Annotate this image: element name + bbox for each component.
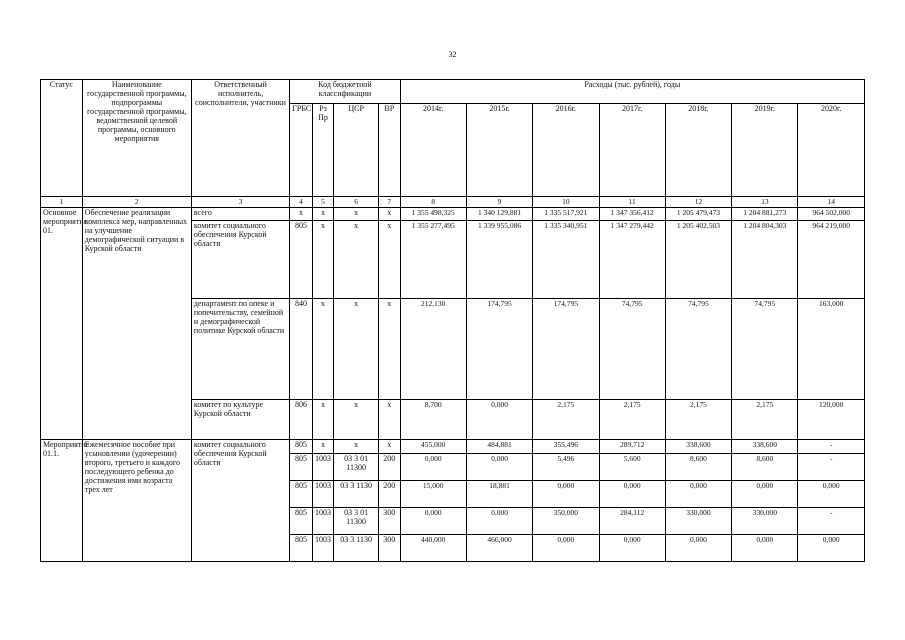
- header-budget-code: Код бюджетной классификации: [290, 80, 400, 104]
- value-cell: -: [798, 508, 865, 535]
- value-cell: 1 340 129,881: [466, 208, 532, 221]
- responsible-cell: комитет по культуре Курской области: [191, 400, 289, 440]
- value-cell: 1 335 340,951: [533, 221, 599, 299]
- value-cell: 0,000: [533, 535, 599, 562]
- header-year: 2014г.: [400, 104, 466, 197]
- rzpr-cell: х: [312, 221, 333, 299]
- value-cell: 0,000: [466, 400, 532, 440]
- value-cell: 484,881: [466, 440, 532, 454]
- column-number: 3: [191, 197, 289, 208]
- page-number: 32: [448, 50, 457, 59]
- column-number-row: [41, 197, 865, 208]
- grbs-cell: 806: [290, 400, 312, 440]
- rzpr-cell: 1003: [312, 481, 333, 508]
- value-cell: 350,000: [533, 508, 599, 535]
- value-cell: 0,000: [400, 454, 466, 481]
- value-cell: 1 205 402,503: [665, 221, 731, 299]
- vr-cell: 300: [379, 508, 400, 535]
- value-cell: 964 502,000: [798, 208, 865, 221]
- value-cell: 0,000: [665, 481, 731, 508]
- header-csr: ЦСР: [334, 104, 379, 197]
- responsible-cell: департамент по опеке и попечительству, семейной и демографической политике Курской области: [191, 299, 289, 400]
- column-number: 5: [312, 197, 333, 208]
- column-number: 8: [400, 197, 466, 208]
- value-cell: 2,175: [665, 400, 731, 440]
- value-cell: 338,600: [665, 440, 731, 454]
- value-cell: 1 347 356,412: [599, 208, 665, 221]
- csr-cell: х: [334, 400, 379, 440]
- value-cell: 466,000: [466, 535, 532, 562]
- grbs-cell: 805: [290, 508, 312, 535]
- value-cell: 330,000: [665, 508, 731, 535]
- column-number: 11: [599, 197, 665, 208]
- value-cell: -: [798, 440, 865, 454]
- header-status: Статус: [41, 80, 83, 197]
- value-cell: 174,795: [466, 299, 532, 400]
- responsible-cell: комитет социального обеспечения Курской области: [191, 221, 289, 299]
- value-cell: 964 219,000: [798, 221, 865, 299]
- value-cell: 2,175: [732, 400, 798, 440]
- value-cell: 0,000: [400, 508, 466, 535]
- rzpr-cell: 1003: [312, 535, 333, 562]
- table-row: [41, 440, 865, 454]
- value-cell: 5,496: [533, 454, 599, 481]
- value-cell: 455,000: [400, 440, 466, 454]
- grbs-cell: 805: [290, 535, 312, 562]
- header-year: 2019г.: [732, 104, 798, 197]
- responsible-cell: комитет социального обеспечения Курской области: [191, 440, 289, 562]
- value-cell: 2,175: [533, 400, 599, 440]
- budget-table: [40, 79, 865, 562]
- value-cell: 0,000: [798, 481, 865, 508]
- header-responsible: Ответственный исполнитель, соисполнители, участники: [191, 80, 289, 197]
- vr-cell: х: [379, 299, 400, 400]
- csr-cell: х: [334, 440, 379, 454]
- value-cell: 0,000: [599, 535, 665, 562]
- value-cell: 212,130: [400, 299, 466, 400]
- grbs-cell: 840: [290, 299, 312, 400]
- csr-cell: 03 3 1130: [334, 535, 379, 562]
- grbs-cell: 805: [290, 481, 312, 508]
- value-cell: 0,000: [798, 535, 865, 562]
- value-cell: 0,000: [732, 481, 798, 508]
- value-cell: 330,000: [732, 508, 798, 535]
- csr-cell: 03 3 01 11300: [334, 508, 379, 535]
- value-cell: 74,795: [732, 299, 798, 400]
- value-cell: 0,000: [533, 481, 599, 508]
- grbs-cell: 805: [290, 454, 312, 481]
- column-number: 13: [732, 197, 798, 208]
- value-cell: 440,000: [400, 535, 466, 562]
- header-year: 2016г.: [533, 104, 599, 197]
- vr-cell: х: [379, 440, 400, 454]
- value-cell: 0,000: [599, 481, 665, 508]
- grbs-cell: х: [290, 208, 312, 221]
- rzpr-cell: 1003: [312, 454, 333, 481]
- value-cell: 0,000: [466, 508, 532, 535]
- value-cell: 355,496: [533, 440, 599, 454]
- value-cell: 1 205 479,473: [665, 208, 731, 221]
- value-cell: 8,600: [732, 454, 798, 481]
- value-cell: 74,795: [665, 299, 731, 400]
- value-cell: 8,700: [400, 400, 466, 440]
- value-cell: 289,712: [599, 440, 665, 454]
- value-cell: 5,600: [599, 454, 665, 481]
- value-cell: 0,000: [466, 454, 532, 481]
- column-number: 10: [533, 197, 599, 208]
- csr-cell: 03 3 01 11300: [334, 454, 379, 481]
- column-number: 9: [466, 197, 532, 208]
- header-vr: ВР: [379, 104, 400, 197]
- rzpr-cell: 1003: [312, 508, 333, 535]
- header-year: 2015г.: [466, 104, 532, 197]
- value-cell: 174,795: [533, 299, 599, 400]
- status-cell: Основное мероприятие 01.: [41, 208, 83, 440]
- header-year: 2018г.: [665, 104, 731, 197]
- rzpr-cell: х: [312, 400, 333, 440]
- value-cell: 18,881: [466, 481, 532, 508]
- name-cell: Ежемесячное пособие при усыновлении (удочерении) второго, третьего и каждого последующего ребенка до достижения ими возраста трех лет: [82, 440, 191, 562]
- csr-cell: 03 3 1130: [334, 481, 379, 508]
- column-number: 4: [290, 197, 312, 208]
- grbs-cell: 805: [290, 440, 312, 454]
- vr-cell: 200: [379, 481, 400, 508]
- rzpr-cell: х: [312, 299, 333, 400]
- csr-cell: х: [334, 221, 379, 299]
- status-cell: Мероприятие 01.1.: [41, 440, 83, 562]
- value-cell: 1 335 517,921: [533, 208, 599, 221]
- value-cell: 74,795: [599, 299, 665, 400]
- column-number: 2: [82, 197, 191, 208]
- value-cell: 1 204 804,303: [732, 221, 798, 299]
- value-cell: 15,000: [400, 481, 466, 508]
- grbs-cell: 805: [290, 221, 312, 299]
- value-cell: 163,000: [798, 299, 865, 400]
- value-cell: 284,112: [599, 508, 665, 535]
- vr-cell: х: [379, 400, 400, 440]
- vr-cell: 300: [379, 535, 400, 562]
- header-year: 2020г.: [798, 104, 865, 197]
- value-cell: 338,600: [732, 440, 798, 454]
- responsible-cell: всего: [191, 208, 289, 221]
- value-cell: 1 347 279,442: [599, 221, 665, 299]
- value-cell: 1 204 881,273: [732, 208, 798, 221]
- header-grbs: ГРБС: [290, 104, 312, 197]
- header-year: 2017г.: [599, 104, 665, 197]
- name-cell: Обеспечение реализации комплекса мер, направленных на улучшение демографической ситуации в Курской области: [82, 208, 191, 440]
- vr-cell: х: [379, 208, 400, 221]
- value-cell: 1 355 277,495: [400, 221, 466, 299]
- value-cell: 120,000: [798, 400, 865, 440]
- value-cell: 1 339 955,086: [466, 221, 532, 299]
- column-number: 12: [665, 197, 731, 208]
- csr-cell: х: [334, 299, 379, 400]
- vr-cell: х: [379, 221, 400, 299]
- value-cell: 1 355 498,325: [400, 208, 466, 221]
- header-expenses: Расходы (тыс. рублей), годы: [400, 80, 864, 104]
- column-number: 1: [41, 197, 83, 208]
- header-rzpr: Рз Пр: [312, 104, 333, 197]
- header-name: Наименование государственной программы, подпрограммы государственной программы, ведомственной целевой программы, основного мероприятия: [82, 80, 191, 197]
- column-number: 7: [379, 197, 400, 208]
- table-row: [41, 208, 865, 221]
- value-cell: 0,000: [665, 535, 731, 562]
- rzpr-cell: х: [312, 440, 333, 454]
- column-number: 6: [334, 197, 379, 208]
- value-cell: 8,600: [665, 454, 731, 481]
- value-cell: -: [798, 454, 865, 481]
- rzpr-cell: х: [312, 208, 333, 221]
- column-number: 14: [798, 197, 865, 208]
- vr-cell: 200: [379, 454, 400, 481]
- csr-cell: х: [334, 208, 379, 221]
- value-cell: 0,000: [732, 535, 798, 562]
- value-cell: 2,175: [599, 400, 665, 440]
